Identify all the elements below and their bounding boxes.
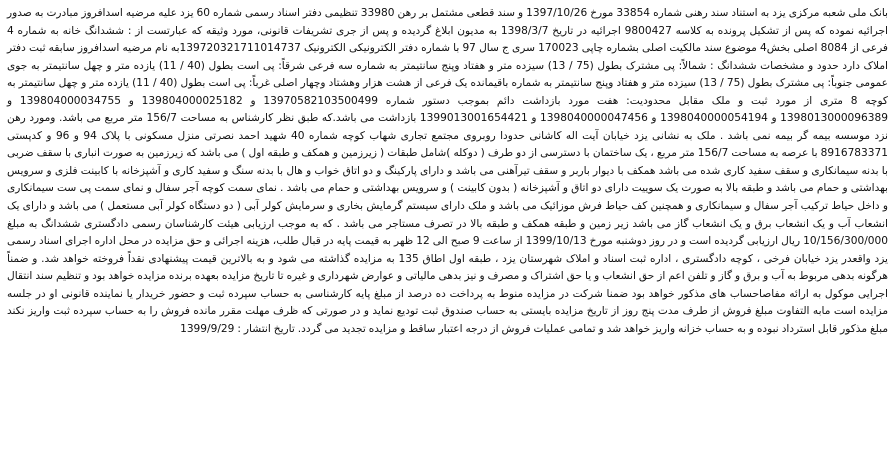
auction-notice-text: بانک ملی شعبه مرکزی یزد به استناد سند رهنی شماره 33854 مورخ 1397/10/26 و سند قطعی مشتمل بر رهن 33980 تنظیمی دفتر اسناد رسمی شماره 60 یزد علیه مرضیه اسدافروز مبادرت به صدور اجرائیه نموده که پس از تشکیل پرونده به کلاسه 9800427 اجرائیه در تاریخ 1398/3/7 به مدیون ابلاغ گردیده و پس از جری تشریفات قانونی، مورد وثیقه که عبارتست از : ششدانگ خانه به شماره 4 فرعی از 8084 اصلی بخش4 موضوع سند مالکیت اصلی بشماره چاپی 170023 سری ج سال 97 با شماره دفتر الکترونیکی الکترونیک 139720321711014737به نام مرضیه اسدافروز سابقه ثبت دفتر املاک دارد حدود و مشخصات ششدانگ : شمالاً: پی مشترک بطول (75 / 13) سیزده متر و هفتاد وپنج سانتیمتر به شماره سه فرعی شرقاً: پی است بطول (40 / 11) یازده متر و چهل سانتیمتر به جوی عمومی جنوباً: پی مشترک بطول (75 / 13) سیزده متر و هفتاد وپنج سانتیمتر به شماره باقیمانده یک فرعی از هشت هزار وهشتاد وچهار اصلی غرباً: پی است بطول (40 / 11) یازده متر و چهل سانتیمتر به کوچه 8 متری از مورد ثبت و ملک مقابل محدودیت: هفت مورد بازداشت دائم بموجب دستور شماره 13970582103500499 و 139804000025182 و 139804000034755 و 1398013000096389 و 1398040000054194 و 1398040000047456 و 1399013001654421 بازداشت می باشد.که طبق نظر کارشناس به مساحت 156/7 متر مربع می باشد. ومورد رهن نزد موسسه بیمه گر بیمه نمی باشد . ملک به نشانی یزد خیابان آیت اله کاشانی حدودا روبروی مجتمع تجاری شهاب کوچه شماره 40 شهید احمد نصرتی منزل مسکونی با پلاک 94 و 96 و کدپستی 8916783371 با عرصه به مساحت 156/7 متر مربع ، یک ساختمان با دسترسی از دو طرف ( دوکله )شامل طبقات ( زیرزمین و همکف و طبقه اول ) می باشد که زیرزمین به صورت انباری با سقف ضربی با بدنه سیمانکاری و سقف سفید کاری شده می باشد همکف با دیوار باربر و سقف تیرآهنی می باشد و دارای پارکینگ و دو اتاق خواب و هال با بدنه سنگ و سفید کاری و آشپزخانه با کابینت فلزی و سرویس بهداشتی و حمام می باشد و طبقه بالا به صورت یک سوییت دارای دو اتاق و آشپزخانه ( بدون کابینت ) و سرویس بهداشتی و حمام می باشد . نمای سمت کوچه آجر سفال و نمای سمت پی ست سیمانکاری و داخل حیاط ترکیب آجر سفال و سیمانکاری و همچنین کف حیاط فرش موزائیک می باشد و ملک دارای سیستم گرمایش بخاری و سرمایش کولر آبی ( دو دستگاه کولر آبی مستعمل ) می باشد و دارای یک انشعاب آب و یک انشعاب برق و یک انشعاب گاز می باشد زیر زمین و طبقه همکف و طبقه بالا در تصرف مستاجر می باشد . که به موجب ارزیابی هیئت کارشناسان رسمی دادگستری ششدانگ به مبلغ 10/156/300/000 ریال ارزیابی گردیده است و در روز دوشنبه مورخ 1399/10/13 از ساعت 9 صبح الی 12 ظهر به قیمت پایه در قبال طلب، هزینه اجرائی و حق مزایده در محل اداره اجرای اسناد رسمی یزد واقعدر یزد خیابان فرخی ، کوچه دادگستری ، اداره ثبت اسناد و املاک شهرستان یزد ، طبقه اول اطاق 135 به مزایده گذاشته می شود و به بالاترین قیمت پیشنهادی نقداً فروخته خواهد شد. و ضمناً هرگونه بدهی مربوط به آب و برق و گاز و تلفن اعم از حق انشعاب و یا حق اشتراک و مصرف و نیز بدهی مالیاتی و عوارض شهرداری و غیره تا تاریخ مزایده بعهده برنده مزایده خواهد بود و تنظیم سند انتقال اجرایی موکول به ارائه مفاصاحساب های مذکور خواهد بود ضمنا شرکت در مزایده منوط به پرداخت ده درصد از مبلغ پایه کارشناسی به حساب سپرده ثبت و حضور خریدار یا نماینده قانونی او در جلسه مزایده است مابه التفاوت مبلغ فروش از طرف مدت پنج روز از تاریخ مزایده بایستی به حساب صندوق ثبت تودیع نماید و در صورتی که ظرف مهلت مقرر مانده فروش را به حساب سپرده ثبت واریز نکند مبلغ مذکور قابل استرداد نبوده و به حساب خزانه واریز خواهد شد و تمامی عملیات فروش از درجه اعتبار ساقط و مزایده تجدید می گردد. تاریخ انتشار : 1399/9/29	[7, 7, 889, 335]
